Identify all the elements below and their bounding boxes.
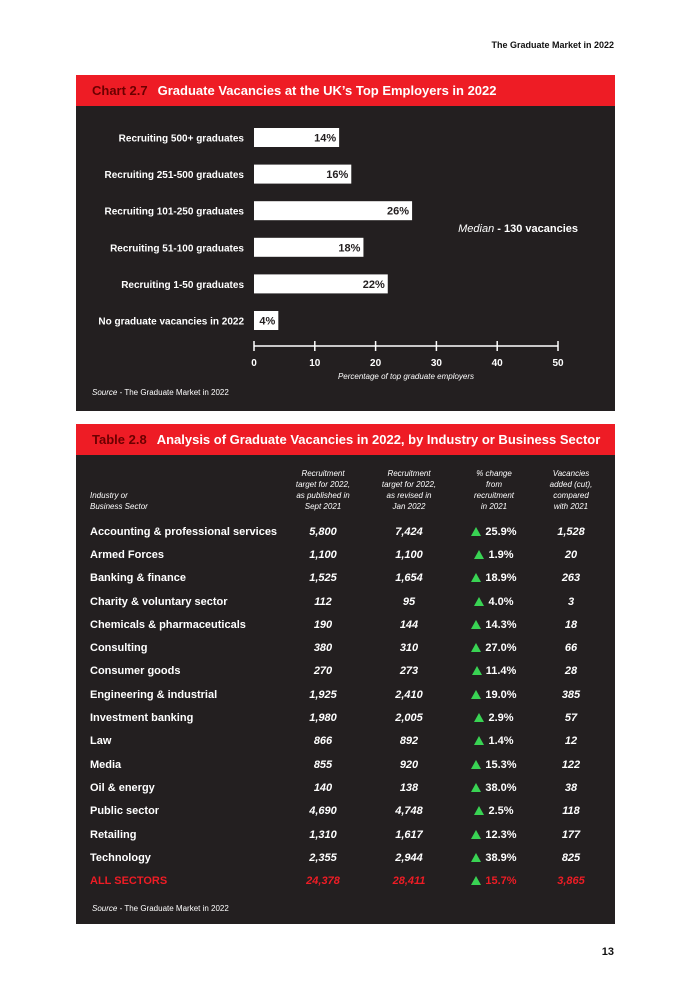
revised-cell: 273: [399, 665, 419, 678]
vacancies-table: [90, 468, 606, 893]
published-cell: 380: [313, 642, 333, 655]
change-cell: [452, 520, 536, 543]
change-value: 18.9%: [485, 572, 517, 585]
table-title: Analysis of Graduate Vacancies in 2022, by Industry or Business Sector: [156, 432, 601, 447]
revised-cell: 310: [399, 642, 419, 655]
chart-header: [76, 75, 615, 106]
change-value: 11.4%: [485, 665, 517, 678]
chart-source-text: - The Graduate Market in 2022: [117, 388, 229, 397]
column-header-line: with 2021: [553, 502, 589, 511]
up-triangle-icon: [474, 550, 484, 559]
table-header: [76, 424, 615, 455]
column-header-line: target for 2022,: [381, 480, 437, 489]
table-row: [90, 776, 606, 799]
change-value: 1.4%: [488, 735, 514, 748]
table-panel: [76, 424, 615, 924]
added-cell: 66: [564, 642, 578, 655]
change-cell: [452, 823, 536, 846]
table-row: [90, 520, 606, 543]
added-cell: 1,528: [557, 525, 585, 538]
added-cell: 18: [564, 618, 578, 631]
published-cell: 140: [313, 781, 333, 794]
column-header-line: Business Sector: [90, 502, 148, 511]
table-row: [90, 590, 606, 613]
table-row: [90, 846, 606, 869]
up-triangle-icon: [474, 806, 484, 815]
sector-cell: Consulting: [90, 642, 148, 655]
sector-cell: Law: [90, 735, 112, 748]
column-header: [536, 468, 606, 520]
added-cell: 385: [561, 688, 581, 701]
revised-cell: 2,944: [395, 851, 423, 864]
published-cell: 4,690: [309, 805, 337, 818]
up-triangle-icon: [471, 690, 481, 699]
change-cell: [452, 846, 536, 869]
column-header-line: in 2021: [480, 502, 508, 511]
column-header-line: % change: [476, 469, 512, 478]
revised-cell: 1,100: [395, 548, 423, 561]
sector-cell: Media: [90, 758, 122, 771]
revised-cell: 7,424: [395, 525, 423, 538]
published-cell: 112: [314, 595, 332, 608]
added-cell: 118: [562, 805, 580, 818]
table-body: [90, 520, 606, 893]
chart-title: Graduate Vacancies at the UK’s Top Employers in 2022: [157, 83, 497, 98]
published-cell: 855: [313, 758, 333, 771]
up-triangle-icon: [471, 783, 481, 792]
change-value: 2.5%: [488, 805, 514, 818]
sector-cell: Charity & voluntary sector: [90, 595, 228, 608]
sector-cell: Accounting & professional services: [90, 525, 278, 538]
change-value: 15.3%: [485, 758, 517, 771]
change-value: 38.9%: [485, 851, 517, 864]
category-label: No graduate vacancies in 2022: [98, 316, 244, 328]
column-header: [90, 468, 280, 520]
median-label: Median: [458, 223, 495, 235]
x-axis-title: Percentage of top graduate employers: [337, 372, 475, 381]
x-tick-label: 50: [552, 358, 564, 369]
sector-cell: Retailing: [90, 828, 137, 841]
median-note: [458, 223, 578, 235]
running-head: The Graduate Market in 2022: [491, 40, 614, 50]
chart-source: [92, 388, 229, 397]
table-row: [90, 613, 606, 636]
published-cell: 1,310: [309, 828, 337, 841]
revised-cell: 2,005: [395, 712, 423, 725]
change-cell: [452, 543, 536, 566]
up-triangle-icon: [472, 666, 482, 675]
chart-source-label: Source: [92, 388, 118, 397]
sector-cell: Engineering & industrial: [90, 688, 218, 701]
change-cell: [452, 567, 536, 590]
column-header-line: from: [486, 480, 502, 489]
revised-cell: 144: [399, 618, 419, 631]
revised-cell: 892: [399, 735, 419, 748]
table-number: Table 2.8: [92, 432, 147, 447]
table-row: [90, 800, 606, 823]
change-cell: [452, 800, 536, 823]
added-cell: 38: [564, 781, 578, 794]
change-cell: [452, 660, 536, 683]
revised-cell: 1,654: [395, 572, 423, 585]
sector-cell: Investment banking: [90, 712, 194, 725]
table-row: [90, 753, 606, 776]
sector-cell: Armed Forces: [90, 548, 164, 561]
table-row: [90, 636, 606, 659]
bar-chart: [76, 106, 615, 386]
change-value: 1.9%: [488, 548, 514, 561]
bar-value-label: 14%: [314, 132, 337, 145]
table-row: [90, 823, 606, 846]
revised-cell: 4,748: [395, 805, 423, 818]
change-cell: [452, 776, 536, 799]
change-cell: [452, 869, 536, 892]
column-header: [280, 468, 366, 520]
change-cell: [452, 613, 536, 636]
total-row: [90, 869, 606, 892]
category-label: Recruiting 51-100 graduates: [110, 243, 244, 255]
published-cell: 24,378: [306, 875, 340, 888]
revised-cell: 2,410: [395, 688, 423, 701]
change-cell: [452, 706, 536, 729]
added-cell: 122: [561, 758, 581, 771]
column-header-line: Recruitment: [387, 469, 431, 478]
column-header-line: Vacancies: [552, 469, 590, 478]
change-cell: [452, 683, 536, 706]
table-row: [90, 567, 606, 590]
revised-cell: 920: [399, 758, 419, 771]
revised-cell: 138: [399, 781, 419, 794]
column-header-line: target for 2022,: [295, 480, 351, 489]
sector-cell: ALL SECTORS: [90, 875, 168, 888]
change-value: 15.7%: [485, 875, 517, 888]
up-triangle-icon: [471, 527, 481, 536]
chart-panel: [76, 75, 615, 411]
x-tick-label: 0: [251, 358, 257, 369]
category-label: Recruiting 101-250 graduates: [104, 206, 244, 218]
published-cell: 1,525: [309, 572, 337, 585]
sector-cell: Oil & energy: [90, 781, 155, 794]
revised-cell: 28,411: [392, 875, 426, 888]
column-header-line: Jan 2022: [392, 502, 426, 511]
bar-value-label: 18%: [338, 242, 361, 255]
published-cell: 1,925: [309, 688, 337, 701]
published-cell: 190: [313, 618, 333, 631]
published-cell: 1,100: [309, 548, 337, 561]
column-header-line: compared: [553, 491, 589, 500]
published-cell: 866: [313, 735, 333, 748]
up-triangle-icon: [471, 620, 481, 629]
category-label: Recruiting 500+ graduates: [118, 133, 244, 145]
chart-number: Chart 2.7: [92, 83, 148, 98]
table-source-text: - The Graduate Market in 2022: [117, 904, 229, 913]
page-number: 13: [601, 946, 614, 958]
up-triangle-icon: [474, 597, 484, 606]
change-value: 38.0%: [485, 781, 517, 794]
sector-cell: Public sector: [90, 805, 160, 818]
change-value: 27.0%: [485, 642, 517, 655]
column-header-line: as published in: [296, 491, 350, 500]
table-row: [90, 730, 606, 753]
table-row: [90, 543, 606, 566]
column-header-line: recruitment: [473, 491, 514, 500]
x-tick-label: 30: [430, 358, 442, 369]
added-cell: 57: [564, 712, 578, 725]
table-row: [90, 706, 606, 729]
up-triangle-icon: [474, 736, 484, 745]
category-label: Recruiting 251-500 graduates: [104, 170, 244, 182]
published-cell: 2,355: [309, 851, 337, 864]
added-cell: 28: [564, 665, 578, 678]
sector-cell: Consumer goods: [90, 665, 181, 678]
column-header-line: added (cut),: [549, 480, 593, 489]
published-cell: 270: [313, 665, 333, 678]
column-header-line: Industry or: [90, 491, 128, 500]
change-cell: [452, 730, 536, 753]
x-tick-label: 10: [309, 358, 321, 369]
change-value: 19.0%: [485, 688, 517, 701]
change-value: 25.9%: [485, 525, 517, 538]
column-header-line: Recruitment: [301, 469, 345, 478]
added-cell: 12: [564, 735, 578, 748]
revised-cell: 95: [402, 595, 416, 608]
bar-value-label: 4%: [259, 315, 276, 328]
up-triangle-icon: [471, 830, 481, 839]
column-header: [452, 468, 536, 520]
up-triangle-icon: [471, 876, 481, 885]
table-source: [92, 904, 229, 913]
x-tick-label: 20: [370, 358, 382, 369]
revised-cell: 1,617: [395, 828, 423, 841]
change-cell: [452, 590, 536, 613]
change-cell: [452, 636, 536, 659]
added-cell: 20: [564, 548, 578, 561]
change-cell: [452, 753, 536, 776]
bar-value-label: 16%: [326, 169, 349, 182]
x-tick-label: 40: [491, 358, 503, 369]
up-triangle-icon: [471, 573, 481, 582]
up-triangle-icon: [471, 643, 481, 652]
bar-value-label: 26%: [387, 205, 410, 218]
added-cell: 825: [561, 851, 581, 864]
change-value: 4.0%: [488, 595, 514, 608]
up-triangle-icon: [471, 760, 481, 769]
bar-value-label: 22%: [362, 278, 385, 291]
sector-cell: Chemicals & pharmaceuticals: [90, 618, 246, 631]
table-head-row: [90, 468, 606, 520]
added-cell: 3: [567, 595, 575, 608]
up-triangle-icon: [474, 713, 484, 722]
table-row: [90, 660, 606, 683]
category-label: Recruiting 1-50 graduates: [121, 279, 244, 291]
column-header: [366, 468, 452, 520]
table-source-label: Source: [92, 904, 118, 913]
sector-cell: Technology: [90, 851, 151, 864]
change-value: 12.3%: [485, 828, 517, 841]
added-cell: 177: [561, 828, 581, 841]
added-cell: 3,865: [557, 875, 585, 888]
sector-cell: Banking & finance: [90, 572, 186, 585]
column-header-line: as revised in: [386, 491, 432, 500]
published-cell: 1,980: [309, 712, 337, 725]
change-value: 2.9%: [488, 712, 514, 725]
published-cell: 5,800: [309, 525, 337, 538]
column-header-line: Sept 2021: [304, 502, 342, 511]
added-cell: 263: [561, 572, 581, 585]
change-value: 14.3%: [485, 618, 517, 631]
table-row: [90, 683, 606, 706]
median-value: - 130 vacancies: [494, 223, 578, 235]
up-triangle-icon: [471, 853, 481, 862]
